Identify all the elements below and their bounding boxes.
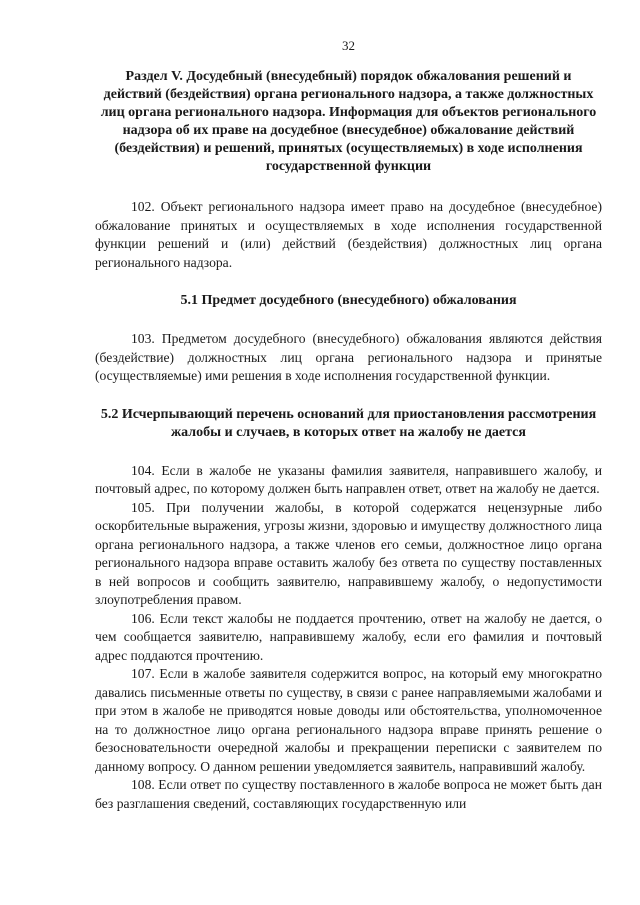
- page-number: 32: [342, 38, 355, 53]
- paragraph-103: 103. Предметом досудебного (внесудебного) обжалования являются действия (бездействие) должностных лиц органа регионального надзора и принятые (осуществляемые) ими решения в ходе исполнения государственной функции.: [95, 331, 602, 383]
- paragraph-102: 102. Объект регионального надзора имеет право на досудебное (внесудебное) обжалование принятых и осуществляемых в ходе исполнения государственной функции решений и (или) действий (бездействия) должностных лиц органа регионального надзора.: [95, 199, 602, 270]
- subsection-5-2-heading: 5.2 Исчерпывающий перечень оснований для приостановления рассмотрения жалобы и случаев, в которых ответ на жалобу не дается: [100, 406, 597, 440]
- section-title: Раздел V. Досудебный (внесудебный) порядок обжалования решений и действий (бездействия) органа регионального надзора, а также должностных лиц органа регионального надзора. Информация для объектов регионального надзора об их праве на досудебное (внесудебное) обжалование действий (бездействия) и решений, принятых (осуществляемых) в ходе исполнения государственной функции: [100, 69, 597, 174]
- paragraph-107: 107. Если в жалобе заявителя содержится вопрос, на который ему многократно давались письменные ответы по существу, в связи с ранее направляемыми жалобами и при этом в жалобе не приводятся новые доводы или обстоятельства, уполномоченное на то должностное лицо органа регионального надзора вправе принять решение о безосновательности очередной жалобы и прекращении переписки с заявителем по данному вопросу. О данном решении уведомляется заявитель, направивший жалобу.: [95, 666, 602, 774]
- subsection-5-1-heading: 5.1 Предмет досудебного (внесудебного) обжалования: [180, 293, 517, 308]
- paragraph-108: 108. Если ответ по существу поставленного в жалобе вопроса не может быть дан без разглашения сведений, составляющих государственную или: [95, 777, 602, 811]
- paragraph-106: 106. Если текст жалобы не поддается прочтению, ответ на жалобу не дается, о чем сообщается заявителю, направившему жалобу, если его фамилия и почтовый адрес поддаются прочтению.: [95, 610, 602, 663]
- paragraph-104: 104. Если в жалобе не указаны фамилия заявителя, направившего жалобу, и почтовый адрес, по которому должен быть направлен ответ, ответ на жалобу не дается.: [95, 462, 602, 496]
- paragraph-105: 105. При получении жалобы, в которой содержатся нецензурные либо оскорбительные выражения, угрозы жизни, здоровью и имуществу должностного лица органа регионального надзора, а также членов его семьи, должностное лицо органа регионального надзора вправе оставить жалобу без ответа по существу поставленных в ней вопросов и сообщить заявителю, направившему жалобу, о недопустимости злоупотребления правом.: [95, 499, 602, 607]
